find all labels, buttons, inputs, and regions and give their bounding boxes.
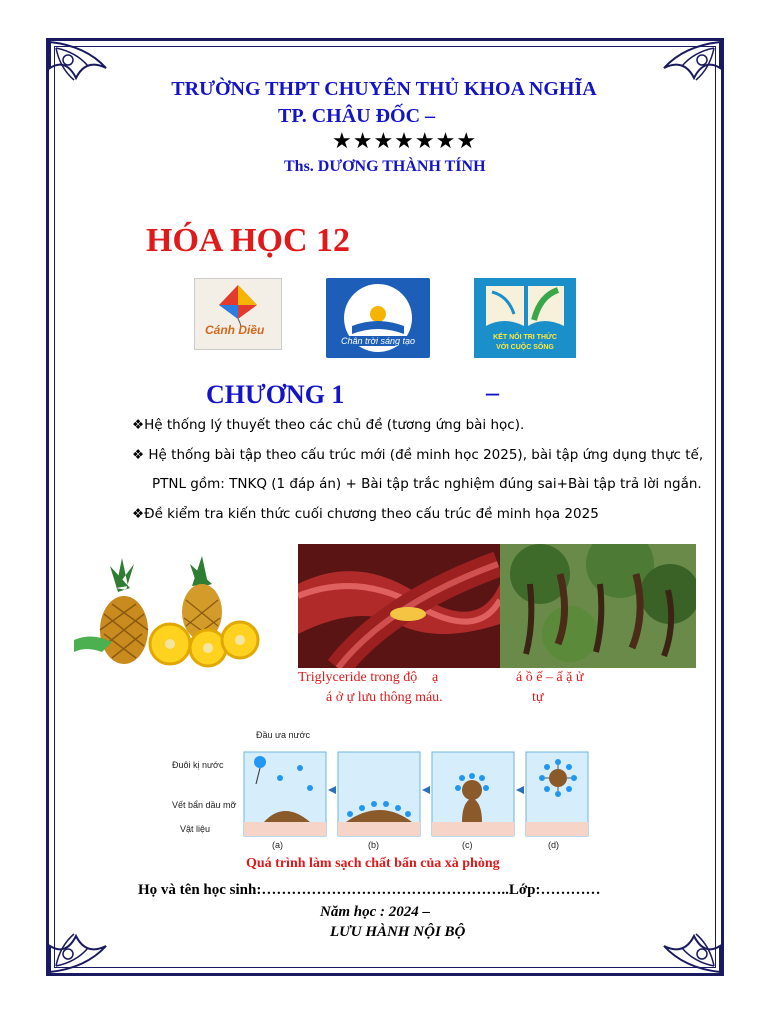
school-name: TRƯỜNG THPT CHUYÊN THỦ KHOA NGHĨA [171, 78, 597, 100]
ket-noi-logo [474, 278, 576, 358]
soap-cleaning-diagram [240, 738, 592, 838]
panel-b [338, 752, 420, 836]
ket-noi-text-2: VỚI CUỘC SỐNG [496, 344, 554, 351]
panel-d [526, 752, 588, 836]
label-hydrophobic-tail: Đuôi kị nước [172, 760, 224, 770]
chan-troi-logo [326, 278, 430, 358]
panel-label-a: (a) [272, 840, 283, 850]
diamond-bullet-icon: ❖ [132, 417, 145, 433]
chapter-dash: – [486, 378, 499, 407]
panel-label-b: (b) [368, 840, 379, 850]
school-year: Năm học : 2024 – [320, 904, 430, 920]
leaf-book-icon [474, 278, 576, 334]
label-hydrophilic-head: Đầu ưa nước [256, 730, 310, 740]
image-caption-line2b: tự [532, 690, 544, 705]
corner-ornament-bottom-right [644, 896, 724, 976]
panel-c [432, 752, 514, 836]
pineapple-image [72, 548, 268, 668]
author-name: Ths. DƯƠNG THÀNH TÍNH [284, 158, 486, 175]
canh-dieu-logo [194, 278, 282, 350]
chapter-title: CHƯƠNG 1 [206, 380, 345, 409]
internal-circulation: LƯU HÀNH NỘI BỘ [330, 924, 466, 940]
bullet-item: ❖Hệ thống lý thuyết theo các chủ đề (tương ứng bài học). [132, 417, 525, 433]
bullet-item: ❖Đề kiểm tra kiến thức cuối chương theo cấu trúc đề minh họa 2025 [132, 506, 599, 522]
image-caption-line1a: Triglyceride trong độ [298, 670, 418, 685]
star-divider: ★★★★★★★ [332, 128, 478, 153]
open-book-icon [326, 278, 430, 358]
chan-troi-text: Chân trời sáng tạo [334, 336, 422, 346]
bullet-item: ❖ Hệ thống bài tập theo cấu trúc mới (đề minh học 2025), bài tập ứng dụng thực tế, [132, 447, 704, 463]
image-caption-line2a: á ở ự lưu thông máu. [326, 690, 443, 705]
label-oil-stain: Vết bẩn dầu mỡ [172, 800, 237, 810]
panel-label-d: (d) [548, 840, 559, 850]
panel-a [244, 752, 326, 836]
bullet-item-continued: PTNL gồm: TNKQ (1 đáp án) + Bài tập trắc nghiệm đúng sai+Bài tập trả lời ngắn. [152, 476, 702, 492]
label-material: Vật liệu [180, 824, 211, 834]
canh-dieu-text: Cánh Diều [205, 323, 265, 337]
city-name: TP. CHÂU ĐỐC – [278, 105, 436, 127]
diamond-bullet-icon: ❖ [132, 447, 145, 463]
panel-label-c: (c) [462, 840, 473, 850]
arrow-right-icon [422, 786, 430, 794]
diagram-caption: Quá trình làm sạch chất bẩn của xà phòng [246, 856, 500, 871]
ket-noi-text-1: KẾT NỐI TRI THỨC [493, 334, 557, 341]
carob-tree-image [500, 544, 696, 668]
student-name-line: Họ và tên học sinh:…………………………………………..Lớp:………… [138, 882, 601, 898]
corner-ornament-bottom-left [46, 896, 126, 976]
image-caption-line1c: á ồ ế – ấ ặ ử [516, 670, 584, 685]
arrow-right-icon [328, 786, 336, 794]
kite-icon [195, 279, 281, 349]
subject-title: HÓA HỌC 12 [146, 222, 351, 259]
image-caption-line1b: ạ [432, 670, 439, 685]
arrow-right-icon [516, 786, 524, 794]
blood-vessel-image [298, 544, 500, 668]
diamond-bullet-icon: ❖ [132, 506, 145, 522]
